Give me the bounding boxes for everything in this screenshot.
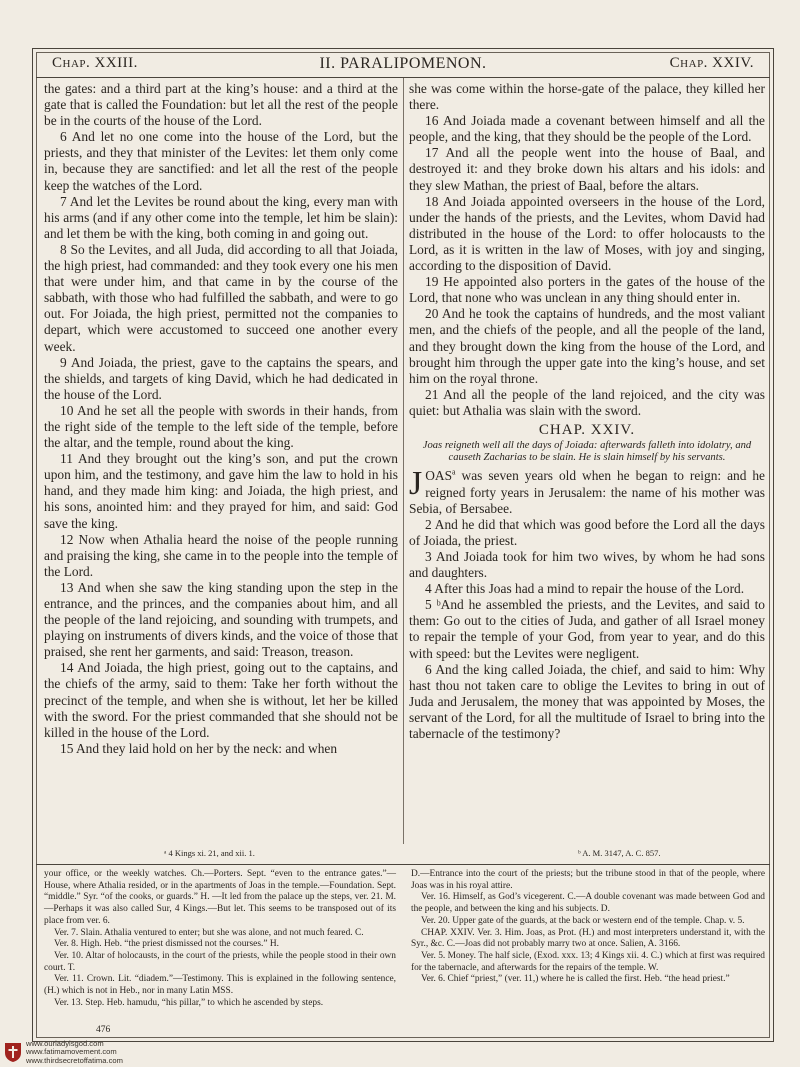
verse-paragraph: 18 And Joiada appointed overseers in the house of the Lord, under the hands of the priests, and the Levites, whom David had distributed in the house of the Lord: to offer holocausts to the Lord, as it is written in the law of Moses, with joy and singing, according to the disposition of David.: [409, 193, 765, 274]
commentary-note: Ver. 20. Upper gate of the guards, at the back or western end of the temple. Chap. v. 5.: [421, 915, 745, 926]
verse-paragraph: she was come within the horse-gate of the palace, they killed her there.: [409, 81, 765, 113]
verse-paragraph: 7 And let the Levites be round about the king, every man with his arms (and if any other come into the temple, let him be slain): and let them be with the king, both coming in and going out.: [44, 193, 398, 241]
verse-paragraph: 12 Now when Athalia heard the noise of the people running and praising the king, she came in to the people into the temple of the Lord.: [44, 531, 398, 579]
commentary-note: Ver. 6. Chief “priest,” (ver. 11,) where he is called the first. Heb. “the head priest.”: [421, 974, 730, 985]
commentary-right: [411, 869, 765, 986]
commentary-note: Ver. 8. High. Heb. “the priest dismissed not the courses.” H.: [54, 939, 279, 950]
chapter-summary: Joas reigneth well all the days of Joiada: afterwards falleth into idolatry, and causeth Zacharias to be slain. He is slain himself by his servants.: [422, 440, 752, 464]
verse-paragraph: 3 And Joiada took for him two wives, by whom he had sons and daughters.: [409, 548, 765, 581]
verse-paragraph: 15 And they laid hold on her by the neck: and when: [60, 740, 338, 756]
commentary-note: Ver. 16. Himself, as God’s vicegerent. C.—A double covenant was made between God and the people, and between the king and his subjects. D.: [411, 892, 765, 915]
verse-paragraph: 6 And let no one come into the house of the Lord, but the priests, and they that minister of the Levites: let them only come in, because they are sanctified: and let all the rest of the people keep the watches of the Lord.: [44, 129, 398, 193]
verse-paragraph: 5 ᵇAnd he assembled the priests, and the Levites, and said to them: Go out to the cities of Juda, and gather of all Israel money to repair the temple of your God, from year to year, and do this with speed: but the Levites were negligent.: [409, 597, 765, 661]
commentary-note: D.—Entrance into the court of the priests; but the tribune stood in that of the people, where Joas was in his royal attire.: [411, 869, 765, 891]
shield-logo-icon: [4, 1041, 22, 1063]
running-head: [40, 52, 766, 76]
verse-paragraph: 10 And he set all the people with swords in their hands, from the right side of the temple to the left side of the temple, before the altar, and the temple, round about the king.: [44, 402, 398, 451]
first-verse-word: OAS: [425, 468, 453, 484]
footnote-ref-b: ᵇ A. M. 3147, A. C. 857.: [578, 848, 661, 858]
commentary-note: Ver. 10. Altar of holocausts, in the court of the priests, while the people stood in their own court. T.: [44, 950, 396, 973]
verse-paragraph: 4 After this Joas had a mind to repair the house of the Lord.: [425, 581, 745, 597]
commentary-note: CHAP. XXIV. Ver. 3. Him. Joas, as Prot. (H.) and most interpreters understand it, with the Syr., &c. C.—Joas did not probably marry two at once. Salien, A. 3166.: [411, 927, 765, 950]
verse-paragraph: 11 And they brought out the king’s son, and put the crown upon him, and the testimony, and gave him the law to hold in his hand, and they made him king: and Joiada, the high priest, and his sons, anointed him: and they prayed for him, and said: God save the king.: [44, 451, 398, 531]
verse-paragraph: 6 And the king called Joiada, the chief, and said to him: Why hast thou not taken care to oblige the Levites to bring in out of Juda and Jerusalem, the money that was appointed by Moses, the servant of the Lord, for all the multitude of Israel to bring into the tabernacle of the testimony?: [409, 661, 765, 741]
drop-cap-letter: J: [409, 465, 423, 503]
verse-paragraph: 14 And Joiada, the high priest, going out to the captains, and the chiefs of the army, said to them: Take her forth without the precinct of the temple, and when she is without, let her be killed with the sword. For the priest commanded that she should not be killed in the house of the Lord.: [44, 660, 398, 740]
verse-paragraph: 21 And all the people of the land rejoiced, and the city was quiet: but Athalia was slain with the sword.: [409, 386, 765, 418]
verse-paragraph: the gates: and a third part at the king’s house: and a third at the gate that is called the Foundation: but let all the rest of the people be in the courts of the house of the Lord.: [44, 81, 398, 129]
column-divider: [403, 78, 404, 844]
commentary-note: your office, or the weekly watches. Ch.—Porters. Sept. “even to the entrance gates.”—House, where Athalia resided, or in the apartments of Joas in the temple.—Foundation. Sept. “middle.” Syr. “of the cooks, or guards.” H. —It led from the palace up the steps, ver. 21. M.—Perhaps it was also called Sur, 4 Kings.—But let. This seems to be transposed out of its place from ver. 6.: [44, 869, 396, 926]
header-left-chapter: Chap. XXIII.: [52, 55, 138, 71]
header-book-title: II. PARALIPOMENON.: [319, 55, 487, 72]
left-text-column: [44, 81, 398, 757]
verse-paragraph: 19 He appointed also porters in the gates of the house of the Lord, that none who was unclean in any thing should enter in.: [409, 274, 765, 306]
verse-paragraph: 2 And he did that which was good before the Lord all the days of Joiada, the priest.: [409, 516, 765, 548]
verse-paragraph: 17 And all the people went into the house of Baal, and destroyed it: and they broke down his altars and his idols: and they slew Mathan, the priest of Baal, before the altars.: [409, 145, 765, 193]
header-right-chapter: Chap. XXIV.: [669, 55, 754, 71]
verse-paragraph: 8 So the Levites, and all Juda, did according to all that Joiada, the high priest, had commanded: and they took every one his men that were under him, and that came in by the course of the sabbath, with those who had fulfilled the sabbath, and were to go out. For Joiada, the high priest, permitted not the companies to depart, which were accustomed to succeed one another every week.: [44, 241, 398, 354]
verse-paragraph: 16 And Joiada made a covenant between himself and all the people, and the king, that they should be the people of the Lord.: [409, 113, 765, 145]
footer-link[interactable]: www.fatimamovement.com: [26, 1047, 117, 1057]
footer-links: [26, 1040, 123, 1065]
first-verse-text: was seven years old when he began to reign: and he reigned forty years in Jerusalem: the name of his mother was Sebia, of Bersabee.: [409, 468, 765, 516]
verse-paragraph: 9 And Joiada, the priest, gave to the captains the spears, and the shields, and targets of king David, which he had dedicated in the house of the Lord.: [44, 354, 398, 402]
verse-paragraph: 20 And he took the captains of hundreds, and the most valiant men, and the chiefs of the people, and all the people of the land, and they brought down the king from the house of the Lord, and brought him through the upper gate into the king’s house, and set him on the royal throne.: [409, 306, 765, 386]
commentary-note: Ver. 5. Money. The half sicle, (Exod. xxx. 13; 4 Kings xii. 4. C.) which at first was required for the tabernacle, and afterwards for the repairs of the temple. W.: [411, 950, 765, 973]
verse-paragraph: 13 And when she saw the king standing upon the step in the entrance, and the princes, and the companies about him, and all the people of the land rejoicing, and sounding with trumpets, and playing on instruments of divers kinds, and the voice of those that praised, she rent her garments, and said: Treason, treason.: [44, 579, 398, 660]
footer-link[interactable]: www.ourladyisgod.com: [26, 1039, 104, 1048]
note-mark: a: [452, 468, 456, 477]
commentary-left: [44, 869, 396, 1009]
page-number: 476: [96, 1025, 111, 1035]
footer-link[interactable]: www.thirdsecretoffatima.com: [26, 1055, 123, 1065]
footnote-ref-a: ᵃ 4 Kings xi. 21, and xii. 1.: [164, 848, 255, 858]
commentary-note: Ver. 13. Step. Heb. hamudu, “his pillar,” to which he ascended by steps.: [54, 997, 324, 1008]
commentary-note: Ver. 7. Slain. Athalia ventured to enter; but she was alone, and not much feared. C.: [54, 927, 364, 938]
first-verse: [409, 465, 765, 516]
chapter-title: CHAP. XXIV.: [538, 421, 636, 438]
notes-rule: [36, 864, 770, 865]
site-footer: [0, 1038, 800, 1067]
commentary-note: Ver. 11. Crown. Lit. “diadem.”—Testimony. This is explained in the following sentence, (H.) which is not in Heb., nor in many Latin MSS.: [44, 974, 396, 997]
right-text-column: [409, 81, 765, 742]
